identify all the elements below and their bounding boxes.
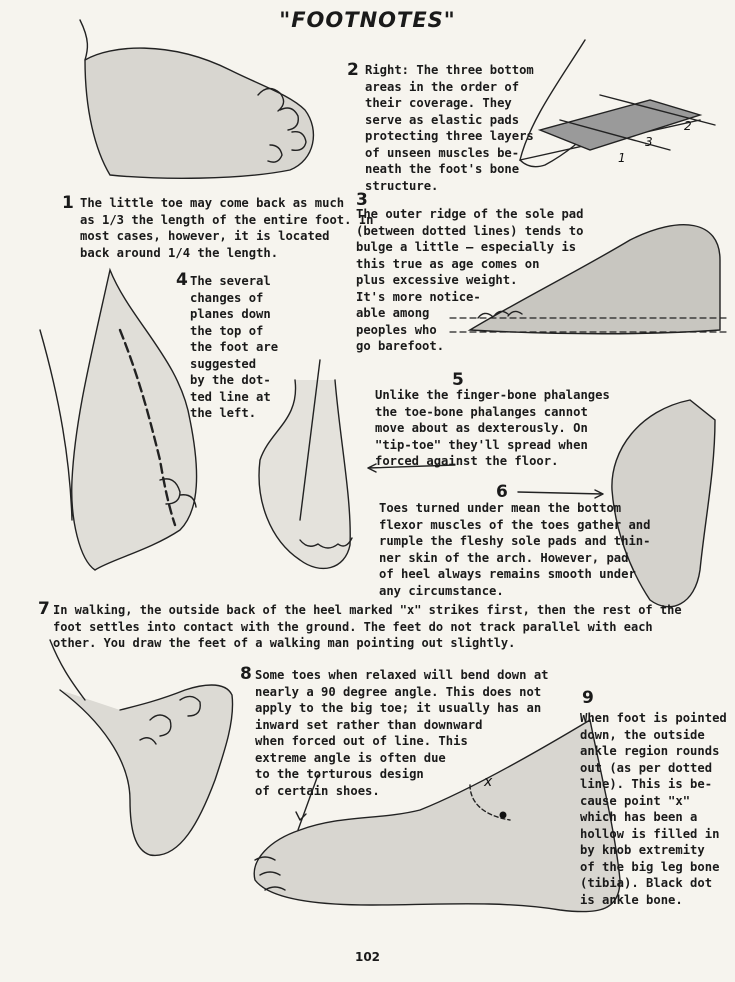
foot-sketch-1 bbox=[80, 20, 313, 178]
note-9-text: When foot is pointed down, the outside ankle region rounds out (as per dotted line). This is be- cause point "x" which has been a hollow is filled in by knob extremity of the big leg bone (tibia). Black dot is ankle bone. bbox=[580, 711, 727, 907]
note-5-text: Unlike the finger-bone phalanges the toe-bone phalanges cannot move about as dexterously. On "tip-toe" they'll spread when forced against the floor. bbox=[375, 388, 610, 468]
note-5-number: 5 bbox=[452, 370, 464, 390]
note-7-text: In walking, the outside back of the heel marked "x" strikes first, then the rest of the foot settles into contact with the ground. The feet do not track parallel with each other. You draw the feet of a walking man pointing out slightly. bbox=[53, 603, 682, 650]
arrow-6 bbox=[518, 490, 603, 498]
note-8-number: 8 bbox=[240, 664, 252, 684]
note-6-text: Toes turned under mean the bottom flexor muscles of the toes gather and rumple the fleshy sole pads and thin- ner skin of the arch. However, pad of heel always remains smooth under any circumstance. bbox=[379, 501, 651, 598]
note-9-number: 9 bbox=[582, 688, 594, 708]
note-3-text: The outer ridge of the sole pad (between dotted lines) tends to bulge a little — especially is this true as age comes on plus excessive weight. It's more notice- able among peoples who go barefoot. bbox=[356, 207, 584, 353]
note-3-number: 3 bbox=[356, 190, 368, 210]
note-6-number: 6 bbox=[496, 482, 508, 502]
foot-sketch-2 bbox=[520, 40, 715, 167]
note-1-text: The little toe may come back as much as 1/3 the length of the entire foot. In most cases, however, it is located back around 1/4 the length. bbox=[80, 196, 374, 260]
pad-label-2: 2 bbox=[684, 119, 692, 133]
page-title: "FOOTNOTES" bbox=[279, 8, 456, 32]
note-2-text: Right: The three bottom areas in the order of their coverage. They serve as elastic pads protecting three layers of unseen muscles be- neath the foot's bone structure. bbox=[365, 63, 534, 193]
foot-sketch-7 bbox=[50, 640, 233, 855]
note-1-number: 1 bbox=[62, 193, 74, 213]
note-2-number: 2 bbox=[347, 60, 359, 80]
ankle-bone-dot bbox=[500, 812, 507, 819]
mark-x: x bbox=[484, 774, 493, 790]
page-number: 102 bbox=[354, 950, 381, 964]
foot-sketch-4 bbox=[40, 270, 197, 570]
pad-label-3: 3 bbox=[645, 135, 653, 149]
note-4-text: The several changes of planes down the top of the foot are suggested by the dot- ted line at the left. bbox=[190, 274, 279, 420]
note-8-text: Some toes when relaxed will bend down at nearly a 90 degree angle. This does not apply to the big toe; it usually has an inward set rather than downward when forced out of line. This extreme angle is often due to the torturous design of certain shoes. bbox=[255, 668, 549, 798]
note-4-number: 4 bbox=[176, 270, 188, 290]
note-7-number: 7 bbox=[38, 599, 50, 619]
pad-label-1: 1 bbox=[618, 151, 626, 165]
